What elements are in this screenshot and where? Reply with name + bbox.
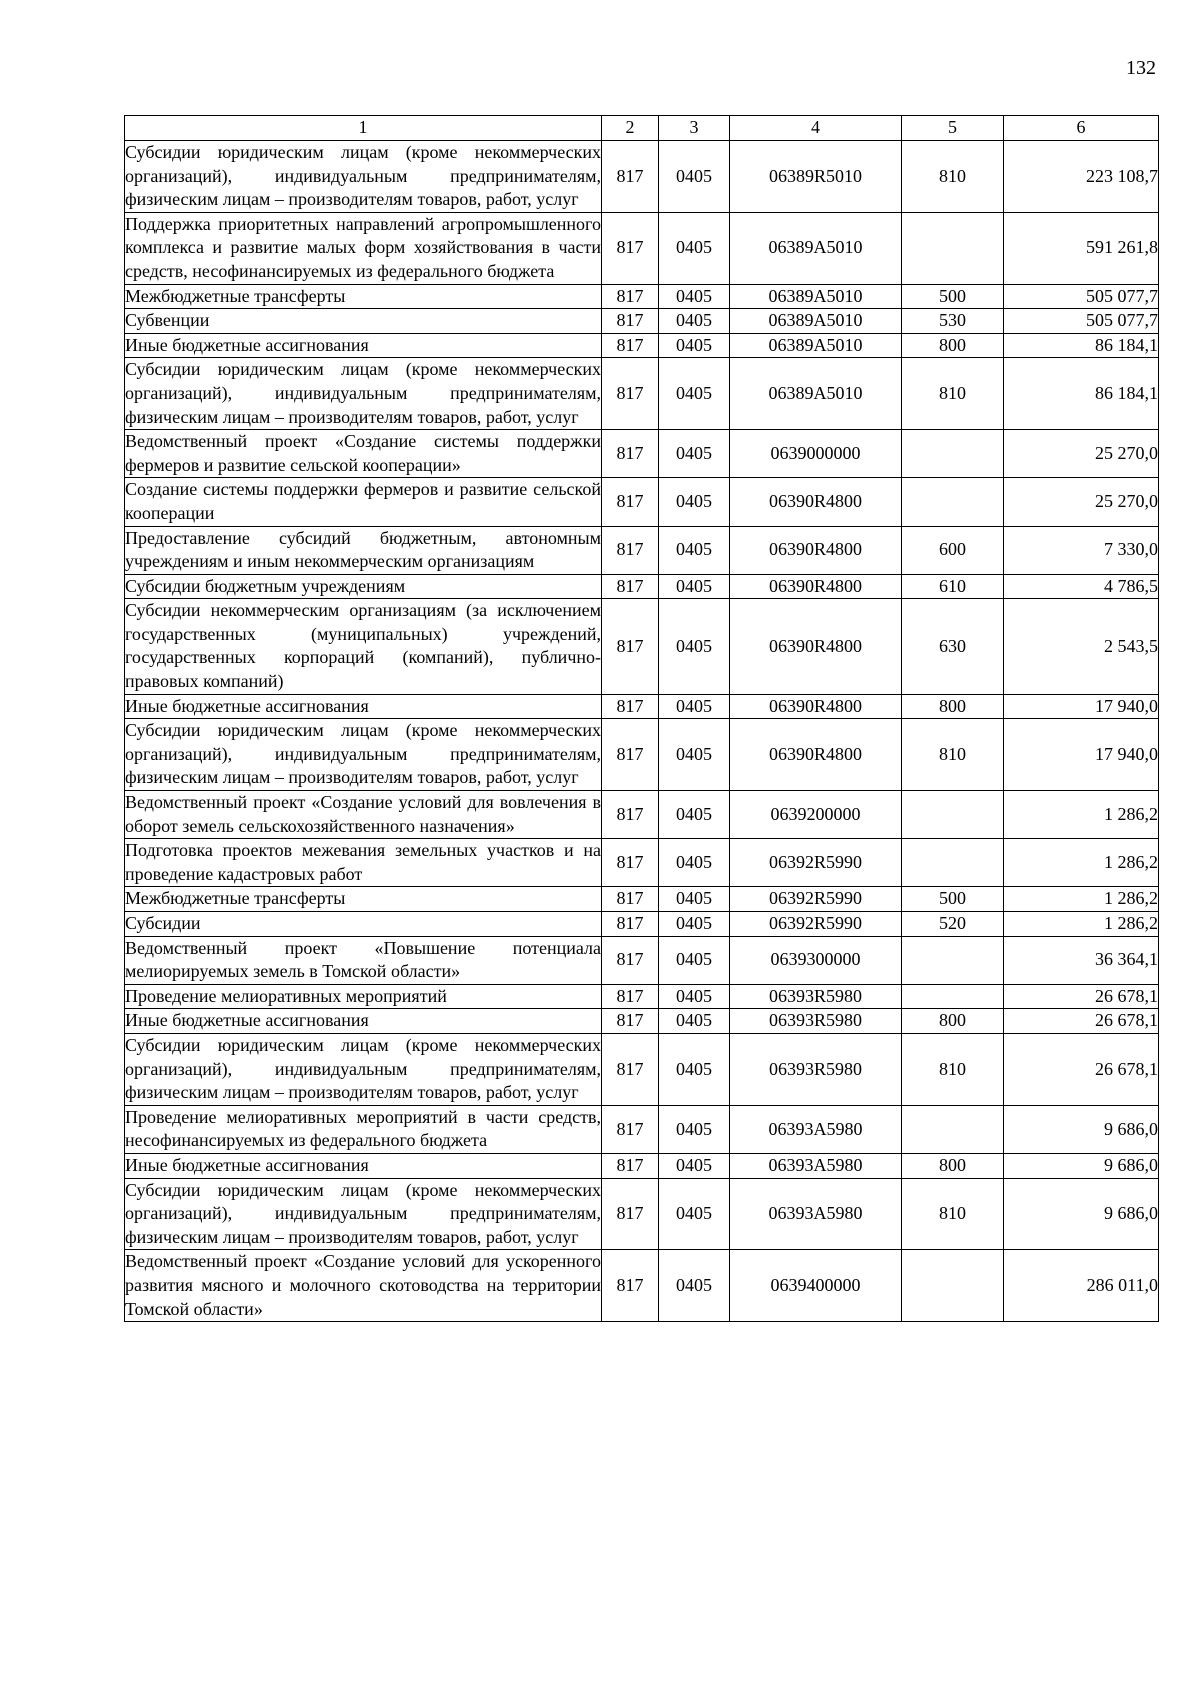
row-grbs-cell: 817: [602, 839, 659, 887]
table-row: [125, 984, 1159, 1009]
row-grbs-cell: 817: [602, 887, 659, 912]
row-type-cell: [902, 478, 1004, 526]
row-target-cell: 0639300000: [730, 936, 902, 984]
row-grbs-cell: 817: [602, 719, 659, 791]
row-section-cell: 0405: [659, 887, 730, 912]
row-target-cell: 06390R4800: [730, 599, 902, 694]
row-section-cell: 0405: [659, 1033, 730, 1105]
row-name-cell: Ведомственный проект «Создание условий для ускоренного развития мясного и молочного скотоводства на территории Томской области»: [125, 1250, 602, 1322]
row-section-cell: 0405: [659, 694, 730, 719]
row-grbs-cell: 817: [602, 599, 659, 694]
row-target-cell: 06392R5990: [730, 912, 902, 937]
row-grbs-cell: 817: [602, 1009, 659, 1034]
row-amount-cell: 2 543,5: [1004, 599, 1159, 694]
row-grbs-cell: 817: [602, 936, 659, 984]
table-row: [125, 912, 1159, 937]
row-section-cell: 0405: [659, 984, 730, 1009]
row-type-cell: 800: [902, 694, 1004, 719]
row-type-cell: 810: [902, 1033, 1004, 1105]
row-type-cell: 500: [902, 887, 1004, 912]
table-row: [125, 1033, 1159, 1105]
row-name-cell: Иные бюджетные ассигнования: [125, 1009, 602, 1034]
table-row: [125, 574, 1159, 599]
row-target-cell: 0639200000: [730, 791, 902, 839]
table-row: [125, 1153, 1159, 1178]
row-grbs-cell: 817: [602, 1105, 659, 1153]
table-row: [125, 333, 1159, 358]
row-section-cell: 0405: [659, 1250, 730, 1322]
row-grbs-cell: 817: [602, 284, 659, 309]
row-name-cell: Субсидии: [125, 912, 602, 937]
row-amount-cell: 1 286,2: [1004, 887, 1159, 912]
table-row: [125, 212, 1159, 284]
row-amount-cell: 1 286,2: [1004, 791, 1159, 839]
row-section-cell: 0405: [659, 1105, 730, 1153]
row-amount-cell: 223 108,7: [1004, 141, 1159, 213]
row-name-cell: Субвенции: [125, 309, 602, 334]
row-section-cell: 0405: [659, 333, 730, 358]
row-target-cell: 06390R4800: [730, 526, 902, 574]
row-name-cell: Ведомственный проект «Повышение потенциала мелиорируемых земель в Томской области»: [125, 936, 602, 984]
row-target-cell: 06389А5010: [730, 333, 902, 358]
row-amount-cell: 26 678,1: [1004, 1033, 1159, 1105]
row-section-cell: 0405: [659, 358, 730, 430]
row-section-cell: 0405: [659, 839, 730, 887]
row-amount-cell: 4 786,5: [1004, 574, 1159, 599]
column-header-1: 1: [125, 116, 602, 141]
row-section-cell: 0405: [659, 526, 730, 574]
row-amount-cell: 86 184,1: [1004, 333, 1159, 358]
row-section-cell: 0405: [659, 1178, 730, 1250]
row-name-cell: Предоставление субсидий бюджетным, автономным учреждениям и иным некоммерческим организациям: [125, 526, 602, 574]
row-target-cell: 06393R5980: [730, 984, 902, 1009]
row-section-cell: 0405: [659, 599, 730, 694]
row-target-cell: 06389А5010: [730, 284, 902, 309]
row-target-cell: 06390R4800: [730, 694, 902, 719]
column-header-4: 4: [730, 116, 902, 141]
row-section-cell: 0405: [659, 1009, 730, 1034]
table-row: [125, 1009, 1159, 1034]
row-grbs-cell: 817: [602, 358, 659, 430]
row-name-cell: Ведомственный проект «Создание условий для вовлечения в оборот земель сельскохозяйственного назначения»: [125, 791, 602, 839]
row-target-cell: 06390R4800: [730, 478, 902, 526]
row-name-cell: Поддержка приоритетных направлений агропромышленного комплекса и развитие малых форм хозяйствования в части средств, несофинансируемых из федерального бюджета: [125, 212, 602, 284]
row-amount-cell: 86 184,1: [1004, 358, 1159, 430]
row-type-cell: [902, 984, 1004, 1009]
row-grbs-cell: 817: [602, 574, 659, 599]
row-section-cell: 0405: [659, 309, 730, 334]
row-amount-cell: 505 077,7: [1004, 309, 1159, 334]
row-type-cell: [902, 791, 1004, 839]
row-type-cell: [902, 212, 1004, 284]
row-amount-cell: 7 330,0: [1004, 526, 1159, 574]
row-amount-cell: 505 077,7: [1004, 284, 1159, 309]
row-section-cell: 0405: [659, 574, 730, 599]
row-name-cell: Субсидии юридическим лицам (кроме некоммерческих организаций), индивидуальным предпринимателям, физическим лицам – производителям товаров, работ, услуг: [125, 141, 602, 213]
row-grbs-cell: 817: [602, 694, 659, 719]
row-amount-cell: 17 940,0: [1004, 719, 1159, 791]
table-row: [125, 719, 1159, 791]
row-target-cell: 06390R4800: [730, 719, 902, 791]
row-amount-cell: 26 678,1: [1004, 1009, 1159, 1034]
row-type-cell: 800: [902, 1009, 1004, 1034]
row-grbs-cell: 817: [602, 912, 659, 937]
row-name-cell: Иные бюджетные ассигнования: [125, 1153, 602, 1178]
row-target-cell: 06392R5990: [730, 887, 902, 912]
row-name-cell: Проведение мелиоративных мероприятий: [125, 984, 602, 1009]
row-name-cell: Субсидии бюджетным учреждениям: [125, 574, 602, 599]
row-type-cell: [902, 430, 1004, 478]
row-grbs-cell: 817: [602, 333, 659, 358]
row-name-cell: Субсидии юридическим лицам (кроме некоммерческих организаций), индивидуальным предпринимателям, физическим лицам – производителям товаров, работ, услуг: [125, 719, 602, 791]
row-type-cell: 500: [902, 284, 1004, 309]
row-section-cell: 0405: [659, 212, 730, 284]
table-row: [125, 694, 1159, 719]
row-target-cell: 06389R5010: [730, 141, 902, 213]
row-type-cell: 810: [902, 358, 1004, 430]
row-name-cell: Иные бюджетные ассигнования: [125, 694, 602, 719]
table-row: [125, 1250, 1159, 1322]
table-row: [125, 526, 1159, 574]
table-row: [125, 430, 1159, 478]
row-type-cell: 810: [902, 141, 1004, 213]
row-grbs-cell: 817: [602, 1153, 659, 1178]
row-type-cell: 800: [902, 333, 1004, 358]
row-name-cell: Субсидии некоммерческим организациям (за исключением государственных (муниципальных) учреждений, государственных корпораций (компаний), публично-правовых компаний): [125, 599, 602, 694]
row-type-cell: 630: [902, 599, 1004, 694]
row-section-cell: 0405: [659, 478, 730, 526]
table-row: [125, 1178, 1159, 1250]
table-row: [125, 887, 1159, 912]
row-name-cell: Ведомственный проект «Создание системы поддержки фермеров и развитие сельской кооперации»: [125, 430, 602, 478]
row-section-cell: 0405: [659, 936, 730, 984]
row-amount-cell: 286 011,0: [1004, 1250, 1159, 1322]
row-name-cell: Проведение мелиоративных мероприятий в части средств, несофинансируемых из федерального бюджета: [125, 1105, 602, 1153]
row-name-cell: Субсидии юридическим лицам (кроме некоммерческих организаций), индивидуальным предпринимателям, физическим лицам – производителям товаров, работ, услуг: [125, 358, 602, 430]
row-section-cell: 0405: [659, 912, 730, 937]
header-row: [125, 116, 1159, 141]
row-type-cell: 610: [902, 574, 1004, 599]
row-grbs-cell: 817: [602, 1033, 659, 1105]
row-amount-cell: 26 678,1: [1004, 984, 1159, 1009]
table-row: [125, 358, 1159, 430]
row-name-cell: Субсидии юридическим лицам (кроме некоммерческих организаций), индивидуальным предпринимателям, физическим лицам – производителям товаров, работ, услуг: [125, 1178, 602, 1250]
row-target-cell: 0639000000: [730, 430, 902, 478]
row-type-cell: [902, 839, 1004, 887]
row-name-cell: Иные бюджетные ассигнования: [125, 333, 602, 358]
table-row: [125, 284, 1159, 309]
row-target-cell: 06392R5990: [730, 839, 902, 887]
row-target-cell: 06389А5010: [730, 358, 902, 430]
row-target-cell: 06393А5980: [730, 1153, 902, 1178]
row-grbs-cell: 817: [602, 1178, 659, 1250]
row-section-cell: 0405: [659, 141, 730, 213]
row-grbs-cell: 817: [602, 141, 659, 213]
row-name-cell: Подготовка проектов межевания земельных участков и на проведение кадастровых работ: [125, 839, 602, 887]
row-type-cell: 800: [902, 1153, 1004, 1178]
row-amount-cell: 25 270,0: [1004, 430, 1159, 478]
row-grbs-cell: 817: [602, 430, 659, 478]
row-target-cell: 06390R4800: [730, 574, 902, 599]
page-number: 132: [1126, 57, 1156, 79]
row-type-cell: 520: [902, 912, 1004, 937]
table-row: [125, 791, 1159, 839]
row-type-cell: [902, 936, 1004, 984]
row-target-cell: 06389А5010: [730, 212, 902, 284]
row-grbs-cell: 817: [602, 309, 659, 334]
row-target-cell: 06393R5980: [730, 1009, 902, 1034]
row-amount-cell: 9 686,0: [1004, 1178, 1159, 1250]
row-amount-cell: 591 261,8: [1004, 212, 1159, 284]
row-target-cell: 06393R5980: [730, 1033, 902, 1105]
row-section-cell: 0405: [659, 791, 730, 839]
row-name-cell: Создание системы поддержки фермеров и развитие сельской кооперации: [125, 478, 602, 526]
row-amount-cell: 36 364,1: [1004, 936, 1159, 984]
table-row: [125, 478, 1159, 526]
row-type-cell: [902, 1250, 1004, 1322]
row-type-cell: [902, 1105, 1004, 1153]
row-name-cell: Межбюджетные трансферты: [125, 284, 602, 309]
table-row: [125, 599, 1159, 694]
row-section-cell: 0405: [659, 719, 730, 791]
row-target-cell: 06393А5980: [730, 1105, 902, 1153]
row-type-cell: 600: [902, 526, 1004, 574]
row-type-cell: 810: [902, 719, 1004, 791]
column-header-5: 5: [902, 116, 1004, 141]
row-grbs-cell: 817: [602, 1250, 659, 1322]
budget-table: [124, 115, 1159, 1322]
table-row: [125, 309, 1159, 334]
row-amount-cell: 1 286,2: [1004, 839, 1159, 887]
row-grbs-cell: 817: [602, 478, 659, 526]
column-header-2: 2: [602, 116, 659, 141]
table-body: [125, 141, 1159, 1322]
table-row: [125, 936, 1159, 984]
row-section-cell: 0405: [659, 430, 730, 478]
row-name-cell: Межбюджетные трансферты: [125, 887, 602, 912]
row-name-cell: Субсидии юридическим лицам (кроме некоммерческих организаций), индивидуальным предпринимателям, физическим лицам – производителям товаров, работ, услуг: [125, 1033, 602, 1105]
row-amount-cell: 9 686,0: [1004, 1153, 1159, 1178]
row-target-cell: 06393А5980: [730, 1178, 902, 1250]
table-row: [125, 141, 1159, 213]
row-type-cell: 530: [902, 309, 1004, 334]
row-amount-cell: 9 686,0: [1004, 1105, 1159, 1153]
row-section-cell: 0405: [659, 284, 730, 309]
table-row: [125, 839, 1159, 887]
row-grbs-cell: 817: [602, 791, 659, 839]
row-type-cell: 810: [902, 1178, 1004, 1250]
row-grbs-cell: 817: [602, 526, 659, 574]
row-amount-cell: 25 270,0: [1004, 478, 1159, 526]
row-amount-cell: 1 286,2: [1004, 912, 1159, 937]
column-header-3: 3: [659, 116, 730, 141]
column-header-6: 6: [1004, 116, 1159, 141]
row-section-cell: 0405: [659, 1153, 730, 1178]
row-target-cell: 06389А5010: [730, 309, 902, 334]
table-row: [125, 1105, 1159, 1153]
row-grbs-cell: 817: [602, 984, 659, 1009]
row-grbs-cell: 817: [602, 212, 659, 284]
row-target-cell: 0639400000: [730, 1250, 902, 1322]
row-amount-cell: 17 940,0: [1004, 694, 1159, 719]
